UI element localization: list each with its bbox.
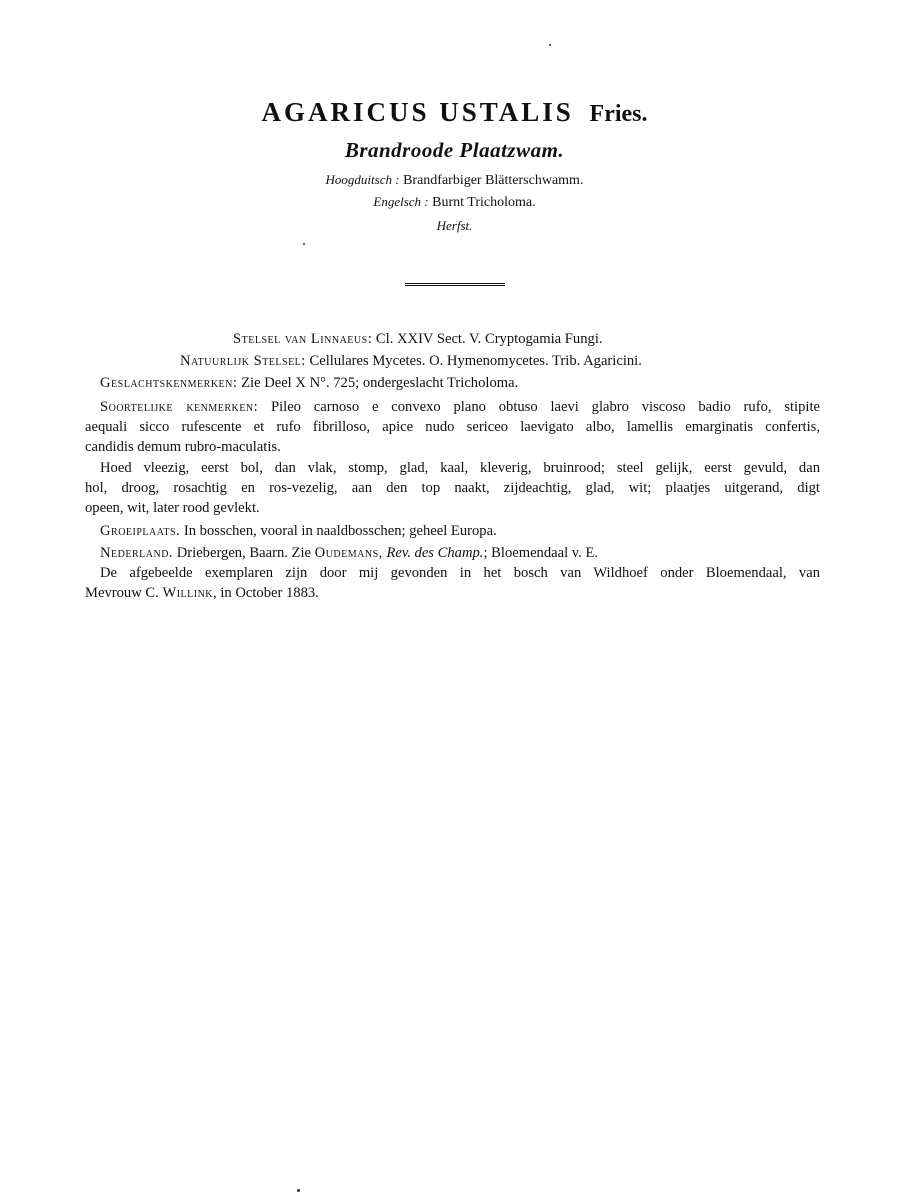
genus-label: Geslachtskenmerken: bbox=[100, 375, 238, 391]
german-name: Brandfarbiger Blätterschwamm. bbox=[403, 173, 584, 188]
english-name-line bbox=[0, 194, 909, 211]
season: Herfst. bbox=[436, 218, 473, 233]
netherlands-label: Nederland. bbox=[100, 545, 174, 561]
netherlands-line-1 bbox=[100, 543, 598, 563]
author-name: Fries. bbox=[589, 101, 648, 127]
german-name-line bbox=[0, 172, 909, 189]
dutch-name: Brandroode Plaatzwam. bbox=[344, 138, 565, 162]
netherlands-line-2: De afgebeelde exemplaren zijn door mij gevonden in het bosch van Wildhoef onder Bloemendaal, van bbox=[100, 565, 820, 581]
linnaeus-label: Stelsel van Linnaeus: bbox=[233, 331, 373, 347]
netherlands-line-3 bbox=[85, 583, 319, 603]
reference: Rev. des Champ. bbox=[386, 545, 484, 561]
description-line-1: Hoed vleezig, eerst bol, dan vlak, stomp, glad, kaal, kleverig, bruinrood; steel gelijk, eerst gevuld, dan bbox=[100, 460, 820, 476]
speck bbox=[297, 1189, 300, 1192]
oudemans: Oudemans, bbox=[314, 545, 383, 561]
species-text-1: Pileo carnoso e convexo plano obtuso laevi glabro viscoso badio rufo, stipite bbox=[270, 399, 820, 415]
divider bbox=[405, 283, 505, 286]
collector-name: Willink bbox=[162, 585, 214, 601]
natural-system-value: Cellulares Mycetes. O. Hymenomycetes. Trib. Agaricini. bbox=[309, 353, 642, 369]
species-name: AGARICUS USTALIS bbox=[261, 97, 574, 127]
species-line-1 bbox=[100, 397, 820, 417]
collector-prefix: Mevrouw C. bbox=[85, 585, 159, 601]
natural-system-line bbox=[180, 351, 642, 371]
genus-line bbox=[100, 373, 518, 393]
speck bbox=[303, 243, 305, 245]
netherlands-text: Driebergen, Baarn. Zie bbox=[176, 545, 311, 561]
species-label: Soortelijke kenmerken: bbox=[100, 399, 259, 415]
collector-date: , in October 1883. bbox=[213, 585, 319, 601]
english-label: Engelsch : bbox=[373, 194, 429, 209]
natural-system-label: Natuurlijk Stelsel: bbox=[180, 353, 306, 369]
linnaeus-line bbox=[233, 329, 603, 349]
description-line-2: hol, droog, rosachtig en ros-vezelig, aan den top naakt, zijdeachtig, glad, wit; plaatjes uitgerand, digt bbox=[85, 480, 820, 496]
species-line-2: aequali sicco rufescente et rufo fibrilloso, apice nudo sericeo laevigato albo, lamellis emarginatis confertis, bbox=[85, 419, 820, 435]
netherlands-text-end: ; Bloemendaal v. E. bbox=[483, 545, 599, 561]
habitat-label: Groeiplaats. bbox=[100, 523, 181, 539]
species-line-3: candidis demum rubro-maculatis. bbox=[85, 439, 281, 455]
habitat-line bbox=[100, 521, 497, 541]
english-name: Burnt Tricholoma. bbox=[432, 195, 536, 210]
german-label: Hoogduitsch : bbox=[325, 172, 400, 187]
speck bbox=[549, 44, 551, 46]
habitat-value: In bosschen, vooral in naaldbosschen; geheel Europa. bbox=[183, 523, 497, 539]
page-title bbox=[0, 97, 909, 128]
linnaeus-value: Cl. XXIV Sect. V. Cryptogamia Fungi. bbox=[375, 331, 603, 347]
genus-value: Zie Deel X N°. 725; ondergeslacht Tricholoma. bbox=[241, 375, 519, 391]
description-line-3: opeen, wit, later rood gevlekt. bbox=[85, 500, 260, 516]
